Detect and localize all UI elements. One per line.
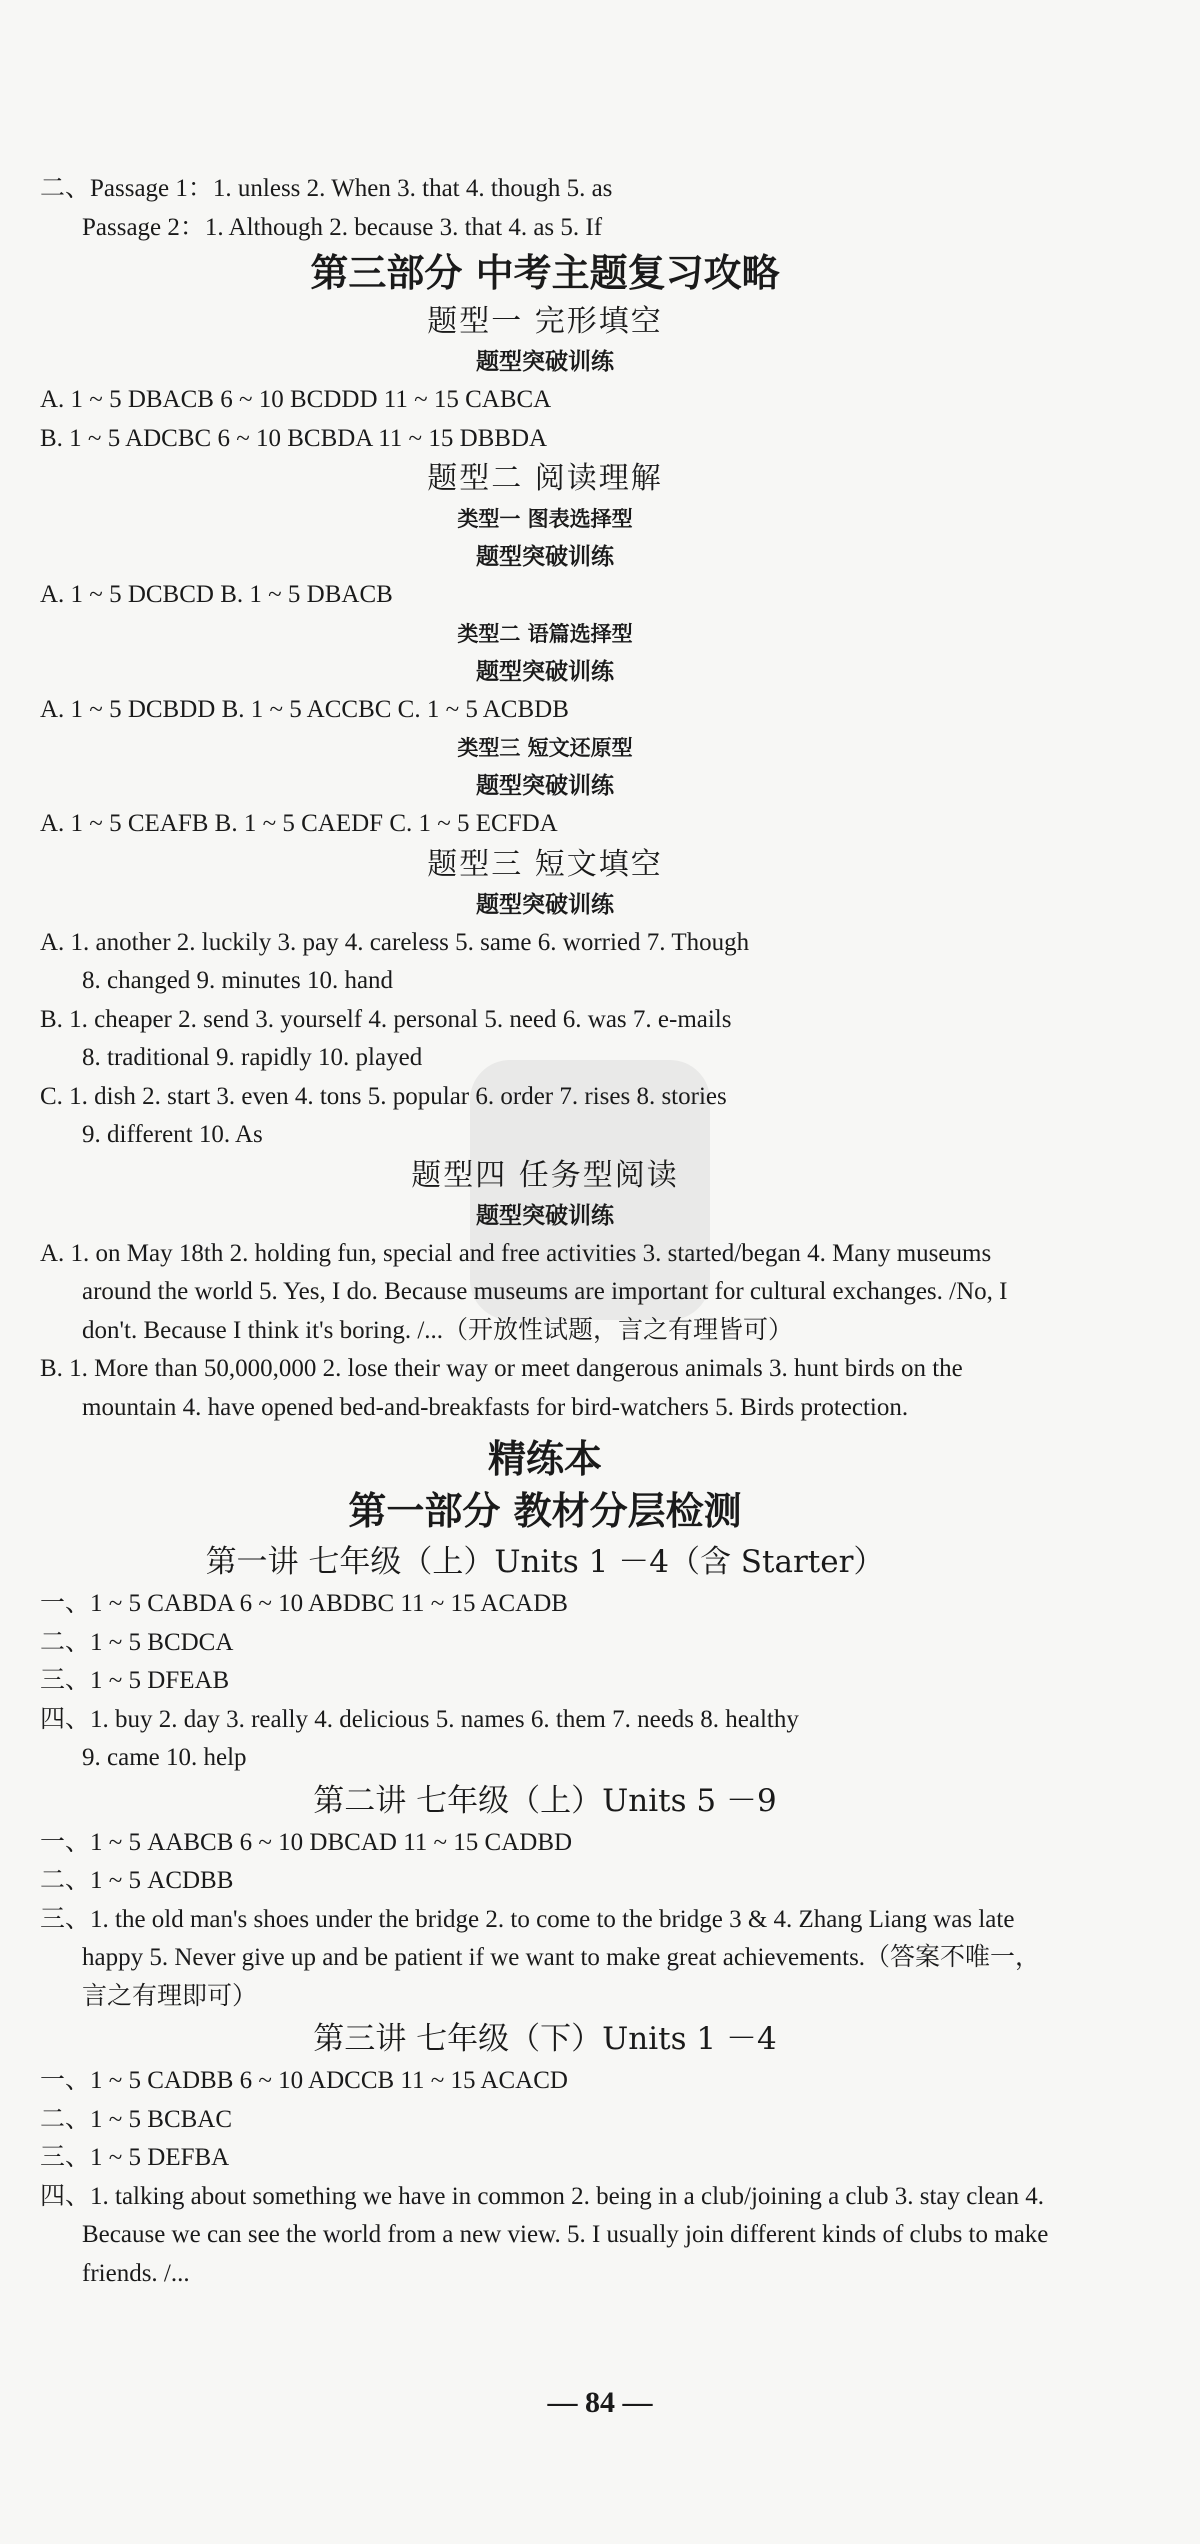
fill-answers-b2: 8. traditional 9. rapidly 10. played: [82, 1044, 423, 1071]
cloze-answers-a: A. 1 ~ 5 DBACB 6 ~ 10 BCDDD 11 ~ 15 CABCA: [40, 386, 552, 413]
reading-title: 题型二 阅读理解: [427, 461, 663, 496]
lecture-3-row-2: 二、1 ~ 5 BCBAC: [40, 2105, 233, 2133]
fill-answers-a1: A. 1. another 2. luckily 3. pay 4. careless 5. same 6. worried 7. Though: [40, 928, 750, 956]
page-number: — 84 —: [547, 2386, 653, 2419]
reading-kind-2: 类型二 语篇选择型: [457, 621, 633, 646]
reading-subtitle-3: 题型突破训练: [476, 773, 614, 799]
lecture-1-row-1: 一、1 ~ 5 CABDA 6 ~ 10 ABDBC 11 ~ 15 ACADB: [40, 1590, 568, 1617]
task-answers-b: B. 1. More than 50,000,000 2. lose their way or meet dangerous animals 3. hunt birds on the mountain 4. have opened bed-and-breakfasts for bird-watchers 5. Birds protection.: [40, 1355, 963, 1421]
task-answers-a: A. 1. on May 18th 2. holding fun, special and free activities 3. started/began 4. Many museums around the world 5. Yes, I do. Because museums are important for cultural exchanges. /No, I don't. Because I think it's boring. /...（开放性试题，言之有理皆可）: [40, 1239, 1008, 1344]
fill-answers-c2: 9. different 10. As: [82, 1121, 263, 1148]
fill-answers-a2: 8. changed 9. minutes 10. hand: [82, 967, 394, 994]
part3-title: 第三部分 中考主题复习攻略: [310, 251, 780, 295]
reading-kind-3: 类型三 短文还原型: [457, 736, 633, 760]
task-subtitle: 题型突破训练: [476, 1202, 614, 1229]
lecture-3-row-4: 四、1. talking about something we have in common 2. being in a club/joining a club 3. stay clean 4. Because we can see the world from a new view. 5. I usually join different kinds of clubs to make friends. /...: [40, 2182, 1049, 2287]
passage-line-1: 二、Passage 1：1. unless 2. When 3. that 4. though 5. as: [40, 175, 613, 202]
passage-line-2: Passage 2：1. Although 2. because 3. that 4. as 5. If: [82, 213, 603, 241]
task-title: 题型四 任务型阅读: [411, 1157, 679, 1193]
lecture-1-row-3: 三、1 ~ 5 DFEAB: [40, 1667, 230, 1694]
book-part1-title: 第一部分 教材分层检测: [348, 1489, 742, 1533]
reading-answers-2: A. 1 ~ 5 DCBDD B. 1 ~ 5 ACCBC C. 1 ~ 5 ACBDB: [40, 695, 569, 723]
lecture-1-row-4: 四、1. buy 2. day 3. really 4. delicious 5. names 6. them 7. needs 8. healthy: [40, 1705, 799, 1733]
lecture-2-row-3: 三、1. the old man's shoes under the bridge 2. to come to the bridge 3 & 4. Zhang Liang was late happy 5. Never give up and be patient if we want to make great achievements.（答案不唯一，言之有理即可）: [40, 1905, 1041, 2010]
reading-subtitle-2: 题型突破训练: [476, 658, 614, 685]
cloze-answers-b: B. 1 ~ 5 ADCBC 6 ~ 10 BCBDA 11 ~ 15 DBBDA: [40, 424, 548, 452]
fill-answers-c1: C. 1. dish 2. start 3. even 4. tons 5. popular 6. order 7. rises 8. stories: [40, 1082, 727, 1110]
fill-answers-b1: B. 1. cheaper 2. send 3. yourself 4. personal 5. need 6. was 7. e-mails: [40, 1005, 732, 1033]
reading-subtitle-1: 题型突破训练: [476, 544, 614, 570]
cloze-title: 题型一 完形填空: [427, 304, 663, 339]
lecture-2-title: 第二讲 七年级（上）Units 5 －9: [313, 1782, 777, 1819]
lecture-3-title: 第三讲 七年级（下）Units 1 －4: [313, 2021, 777, 2057]
reading-answers-3: A. 1 ~ 5 CEAFB B. 1 ~ 5 CAEDF C. 1 ~ 5 ECFDA: [40, 810, 558, 837]
lecture-3-row-3: 三、1 ~ 5 DEFBA: [40, 2144, 230, 2171]
lecture-1-row-4b: 9. came 10. help: [82, 1744, 247, 1771]
reading-kind-1: 类型一 图表选择型: [457, 507, 633, 531]
fill-subtitle: 题型突破训练: [476, 891, 614, 918]
answer-page: [40, 170, 1050, 2293]
fill-title: 题型三 短文填空: [427, 846, 663, 882]
reading-answers-1: A. 1 ~ 5 DCBCD B. 1 ~ 5 DBACB: [40, 581, 393, 608]
lecture-2-row-2: 二、1 ~ 5 ACDBB: [40, 1867, 234, 1894]
lecture-2-row-1: 一、1 ~ 5 AABCB 6 ~ 10 DBCAD 11 ~ 15 CADBD: [40, 1828, 573, 1856]
cloze-subtitle: 题型突破训练: [476, 349, 614, 375]
lecture-3-row-1: 一、1 ~ 5 CADBB 6 ~ 10 ADCCB 11 ~ 15 ACACD: [40, 2067, 568, 2094]
lecture-1-title: 第一讲 七年级（上）Units 1 －4（含 Starter）: [205, 1544, 885, 1580]
practice-book-title: 精练本: [487, 1437, 602, 1481]
lecture-1-row-2: 二、1 ~ 5 BCDCA: [40, 1628, 234, 1656]
